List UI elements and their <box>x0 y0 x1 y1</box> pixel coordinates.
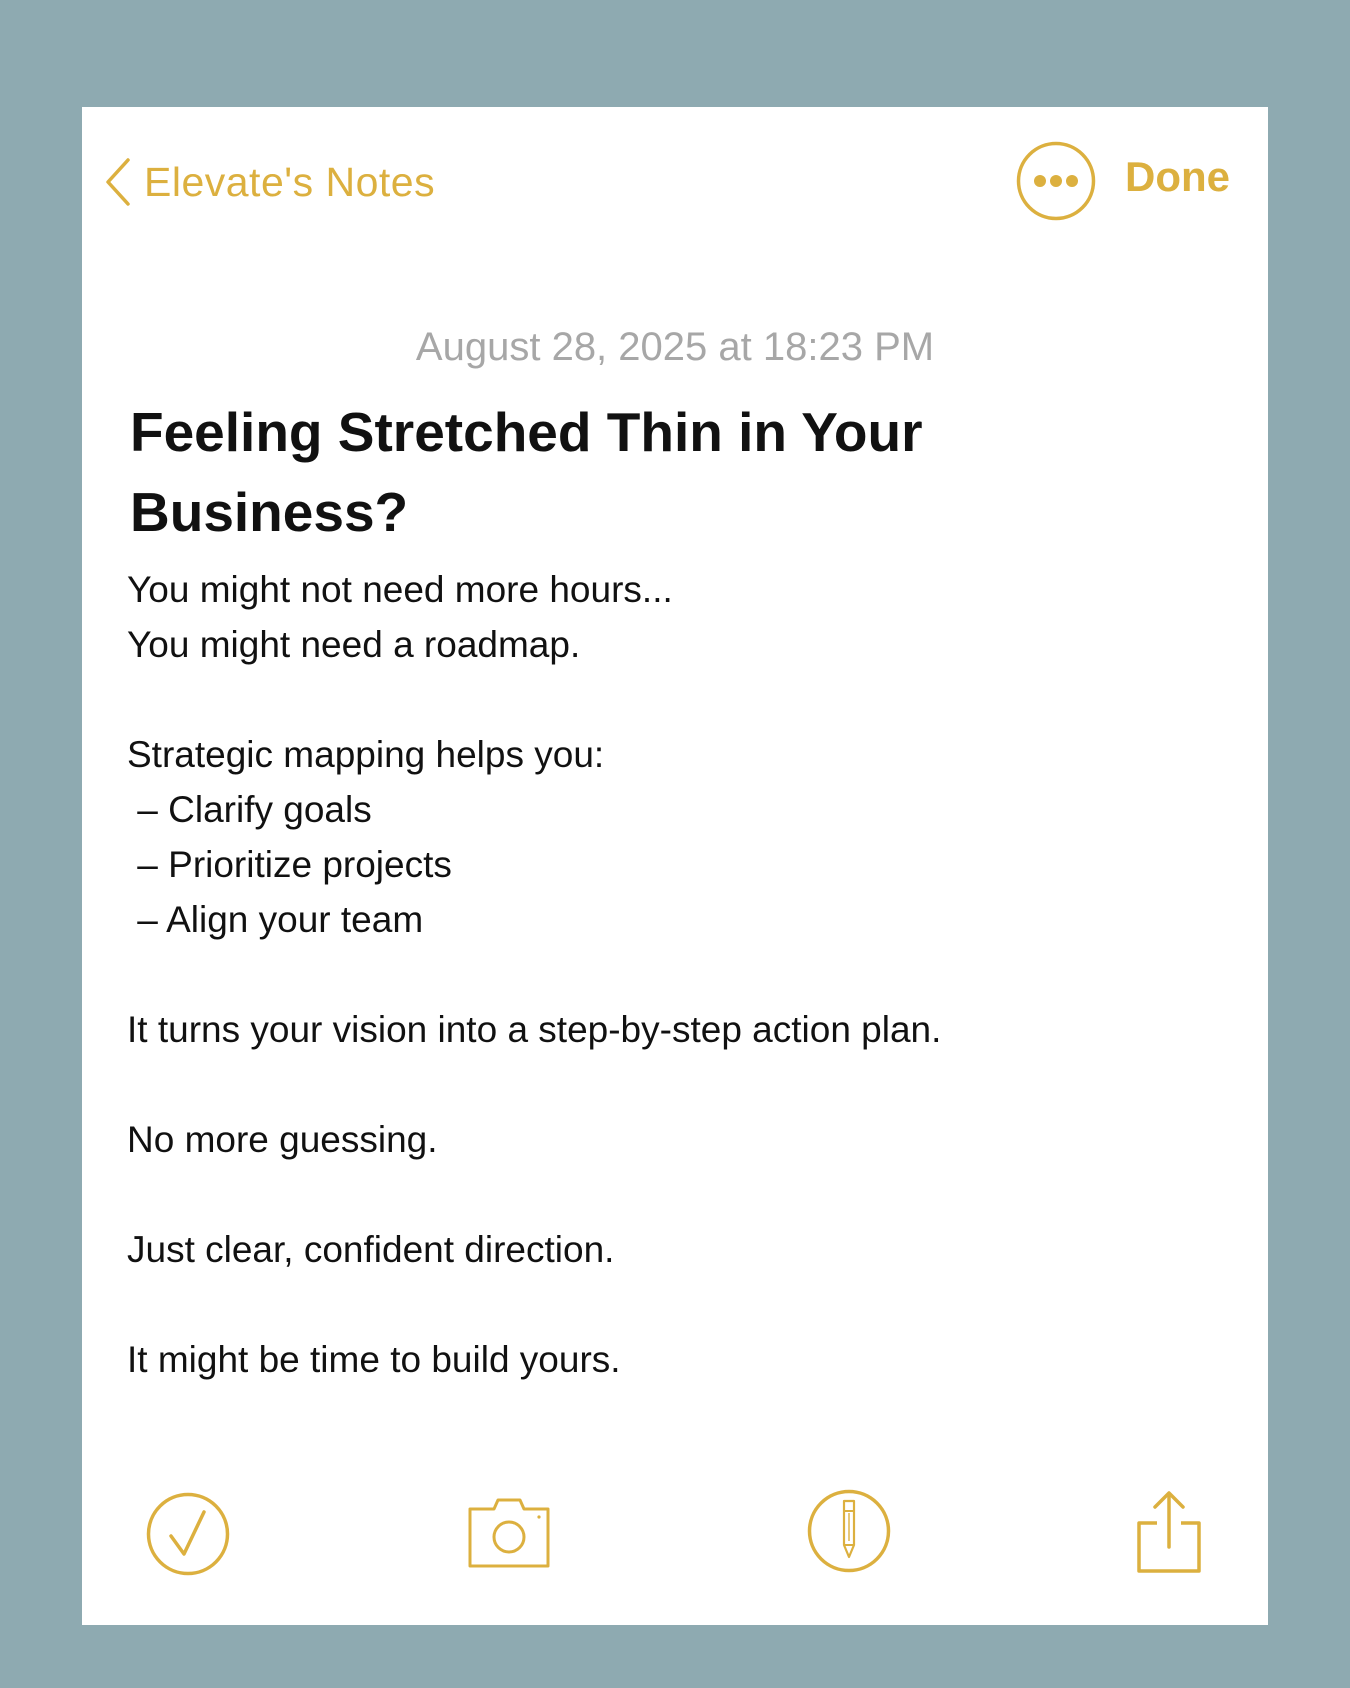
note-line: – Align your team <box>127 899 424 940</box>
note-line: It turns your vision into a step-by-step action plan. <box>127 1009 942 1050</box>
note-line: – Prioritize projects <box>127 844 452 885</box>
note-line: – Clarify goals <box>127 789 372 830</box>
done-button[interactable]: Done <box>1125 153 1230 200</box>
checklist-icon[interactable] <box>146 1492 230 1576</box>
back-button[interactable] <box>104 157 435 207</box>
note-line: You might need a roadmap. <box>127 624 581 665</box>
note-card <box>82 107 1268 1625</box>
share-icon[interactable] <box>1135 1489 1203 1575</box>
note-line <box>127 672 1227 727</box>
navigation-bar <box>82 107 1268 257</box>
note-line <box>127 1277 1227 1332</box>
note-body[interactable] <box>127 562 1227 1387</box>
note-line <box>127 1057 1227 1112</box>
chevron-left-icon <box>104 157 132 207</box>
camera-icon[interactable] <box>467 1495 551 1569</box>
note-line: Strategic mapping helps you: <box>127 734 605 775</box>
markup-pen-icon[interactable] <box>807 1489 891 1573</box>
note-line: No more guessing. <box>127 1119 438 1160</box>
note-line: Just clear, confident direction. <box>127 1229 615 1270</box>
note-title[interactable]: Feeling Stretched Thin in Your Business? <box>130 401 923 543</box>
note-timestamp: August 28, 2025 at 18:23 PM <box>415 325 935 369</box>
back-label: Elevate's Notes <box>144 158 436 205</box>
note-line <box>127 1167 1227 1222</box>
ellipsis-circle-icon[interactable] <box>1016 141 1096 221</box>
note-line: You might not need more hours... <box>127 569 673 610</box>
note-line <box>127 947 1227 1002</box>
note-line: It might be time to build yours. <box>127 1339 621 1380</box>
